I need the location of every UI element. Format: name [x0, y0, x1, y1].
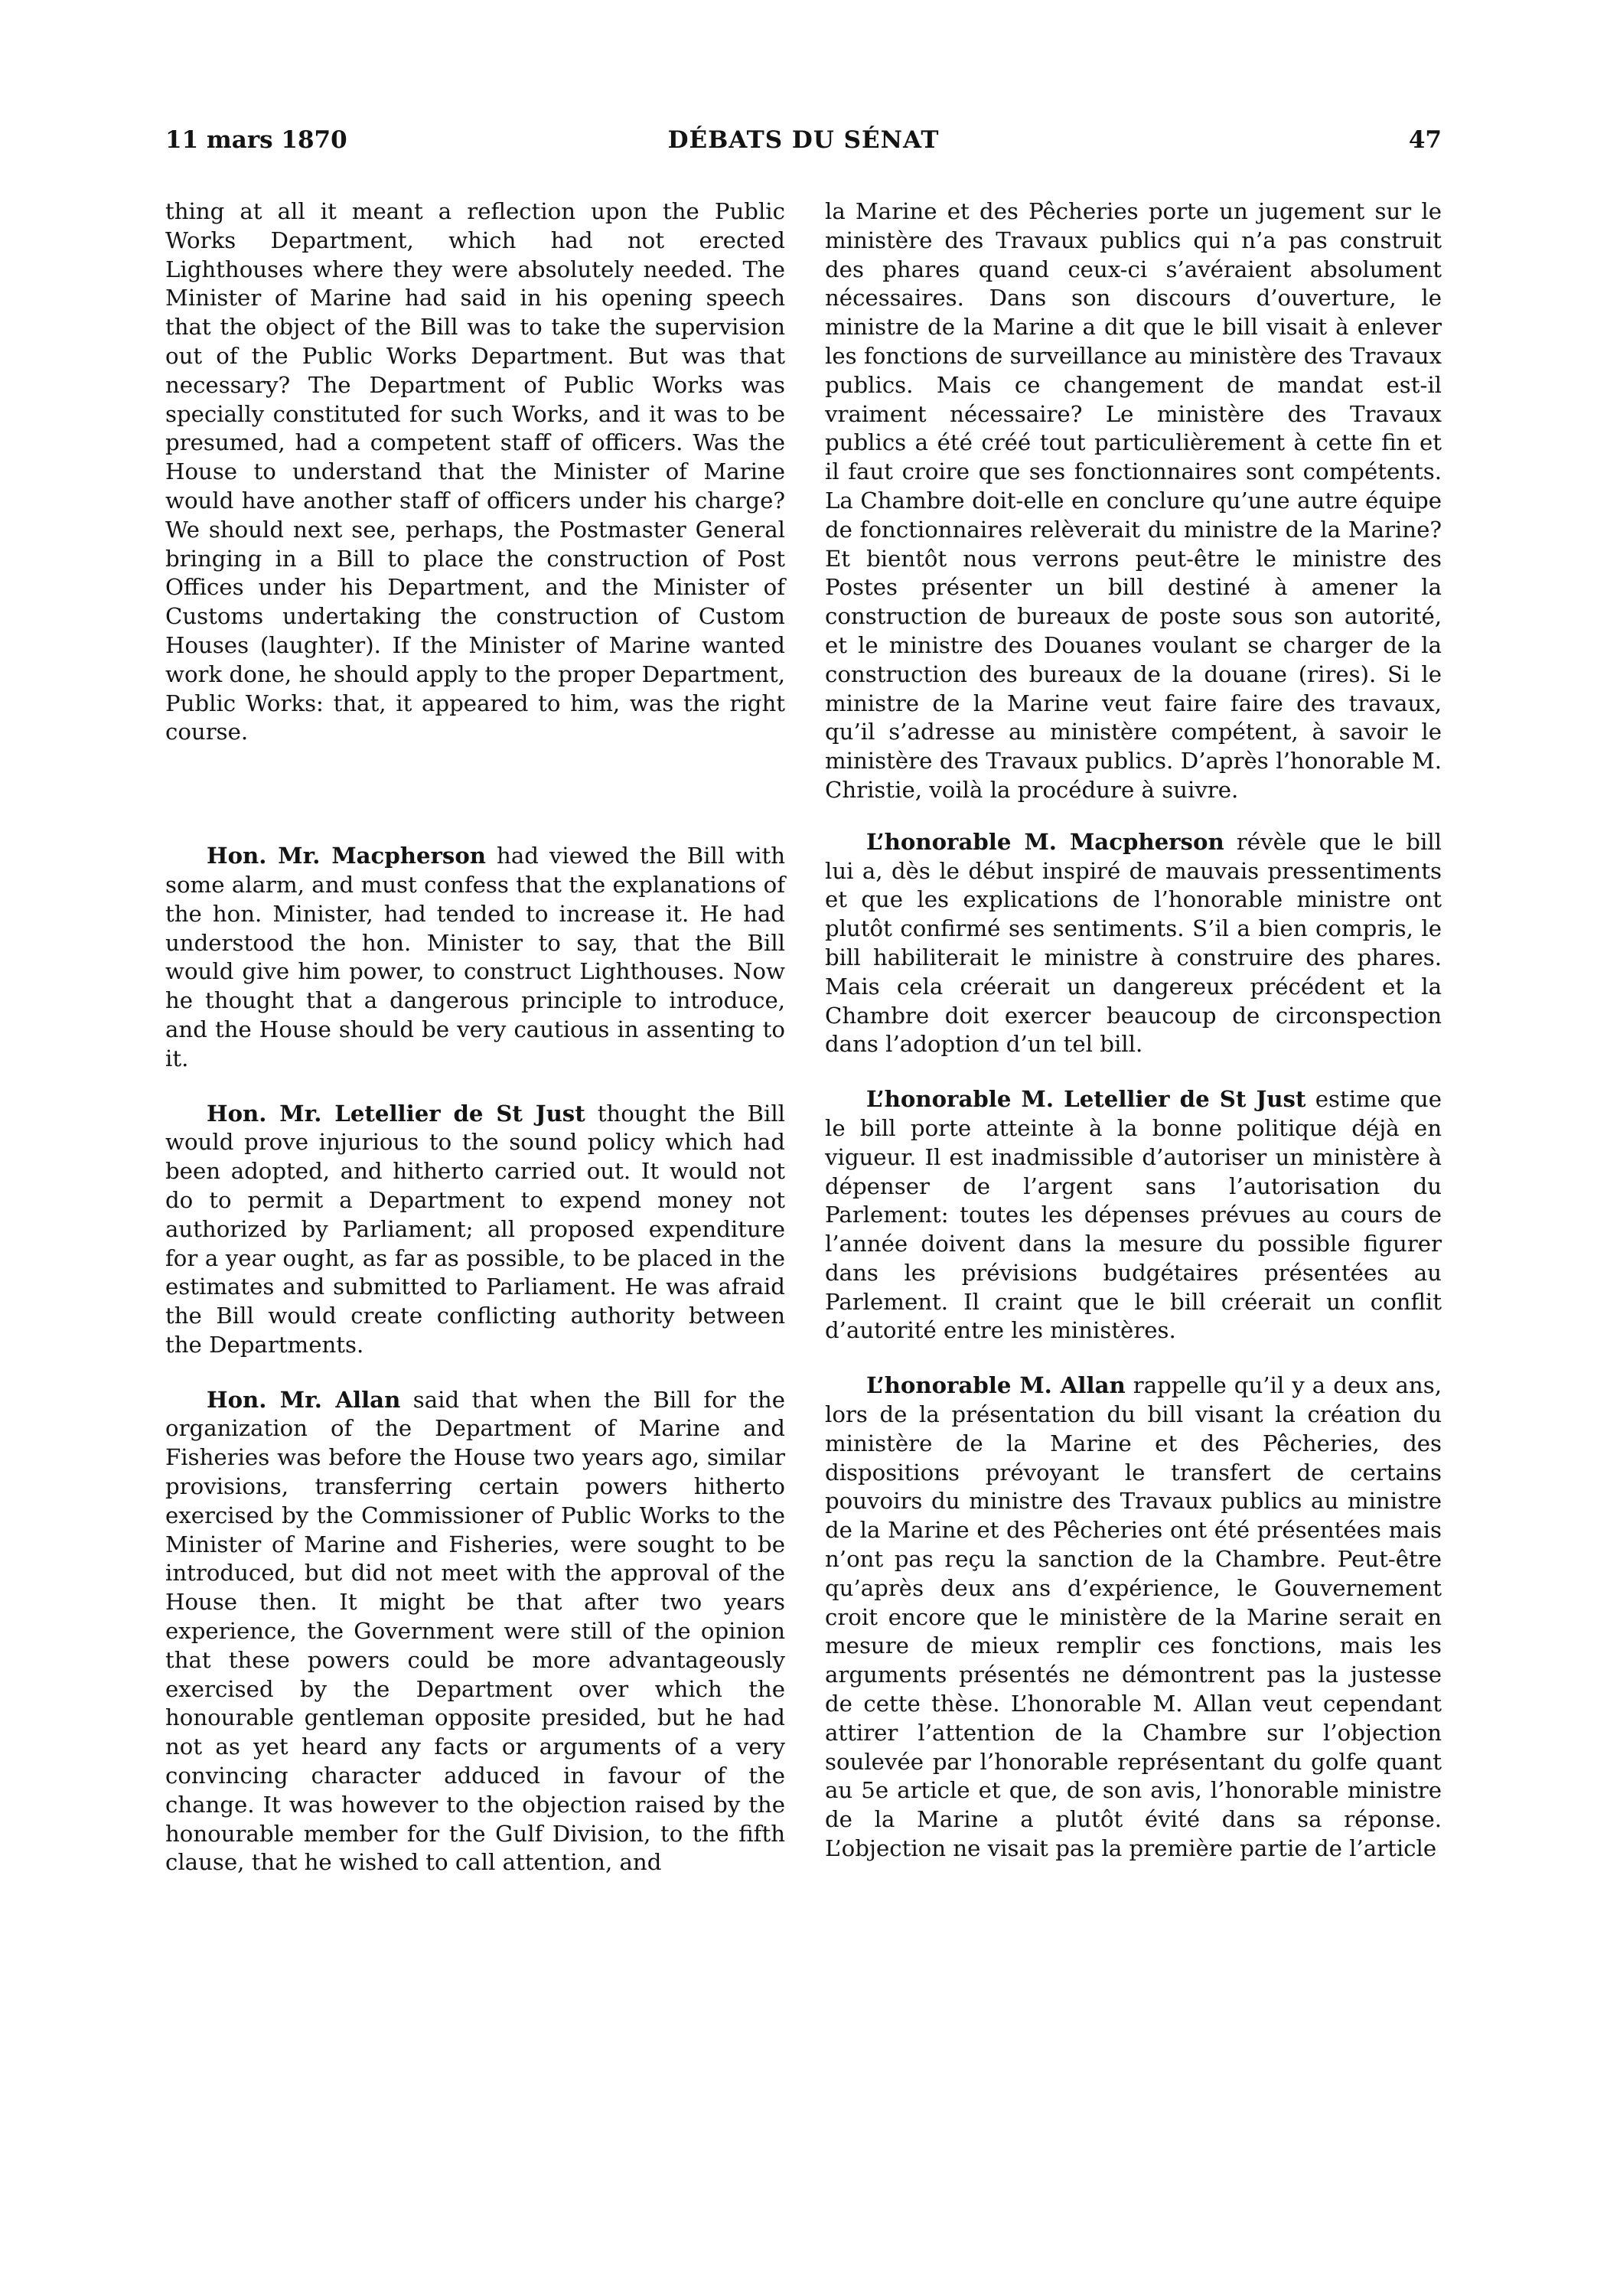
paragraph — [165, 1100, 785, 1360]
english-column — [165, 197, 785, 1877]
paragraph — [825, 1085, 1442, 1345]
page-number: 47 — [1408, 126, 1442, 154]
header-title: DÉBATS DU SÉNAT — [667, 126, 940, 154]
paragraph — [165, 842, 785, 1073]
paragraph-text: révèle que le bill lui a, dès le début inspiré de mauvais pressentiments et que les explications de l’honorable ministre ont plutôt confirmé ses sentiments. S’il a bien compris, le bill habiliterait le ministre à construire des phares. Mais cela créerait un dangereux précédent et la Chambre doit exercer beaucoup de circonspection dans l’adoption d’un tel bill. — [825, 828, 1442, 1058]
paragraph-text: thought the Bill would prove injurious to the sound policy which had been adopted, and hitherto carried out. It would not do to permit a Department to expend money not authorized by Parliament; all proposed expenditure for a year ought, as far as possible, to be placed in the estimates and submitted to Parliament. He was afraid the Bill would create conflicting authority between the Departments. — [165, 1100, 785, 1358]
paragraph — [825, 197, 1442, 805]
speaker-name: L’honorable M. Allan — [866, 1372, 1126, 1399]
speaker-name: L’honorable M. Letellier de St Just — [866, 1086, 1306, 1113]
running-header — [165, 126, 1442, 166]
paragraph-text: said that when the Bill for the organization of the Department of Marine and Fisheries was before the House two years ago, similar provisions, transferring certain powers hitherto exercised by the Commissioner of Public Works to the Minister of Marine and Fisheries, were sought to be introduced, but did not meet with the approval of the House then. It might be that after two years experience, the Government were still of the opinion that these powers could be more advantageously exercised by the Department over which the honourable gentleman opposite presided, but he had not as yet heard any facts or arguments of a very convincing character adduced in favour of the change. It was however to the objection raised by the honourable member for the Gulf Division, to the fifth clause, that he wished to call attention, and — [165, 1386, 785, 1876]
paragraph — [825, 828, 1442, 1059]
speaker-name: Hon. Mr. Allan — [207, 1386, 401, 1413]
paragraph — [165, 1386, 785, 1878]
speaker-name: L’honorable M. Macpherson — [866, 828, 1224, 855]
french-column — [825, 197, 1442, 1864]
paragraph-text: estime que le bill porte atteinte à la bonne politique déjà en vigueur. Il est inadmissible d’autoriser un ministère à dépenser de l’argent sans l’autorisation du Parlement: toutes les dépenses prévues au cours de l’année doivent dans la mesure du possible figurer dans les prévisions budgétaires présentées au Parlement. Il craint que le bill créerait un conflit d’autorité entre les ministères. — [825, 1086, 1442, 1344]
paragraph-text: had viewed the Bill with some alarm, and must confess that the explanations of the hon. Minister, had tended to increase it. He had understood the hon. Minister to say, that the Bill would give him power, to construct Lighthouses. Now he thought that a dangerous principle to introduce, and the House should be very cautious in assenting to it. — [165, 843, 785, 1071]
paragraph — [825, 1371, 1442, 1864]
paragraph-text: thing at all it meant a reflection upon the Public Works Department, which had not erected Lighthouses where they were absolutely needed. The Minister of Marine had said in his opening speech that the object of the Bill was to take the supervision out of the Public Works Department. But was that necessary? The Department of Public Works was specially constituted for such Works, and it was to be presumed, had a competent staff of officers. Was the House to understand that the Minister of Marine would have another staff of officers under his charge? We should next see, perhaps, the Postmaster General bringing in a Bill to place the construction of Post Offices under his Department, and the Minister of Customs undertaking the construction of Custom Houses (laughter). If the Minister of Marine wanted work done, he should apply to the proper Department, Public Works: that, it appeared to him, was the right course. — [165, 198, 785, 745]
header-date: 11 mars 1870 — [165, 126, 347, 154]
speaker-name: Hon. Mr. Macpherson — [207, 843, 487, 869]
paragraph-text: la Marine et des Pêcheries porte un jugement sur le ministère des Travaux publics qui n’a pas construit des phares quand ceux-ci s’avéraient absolument nécessaires. Dans son discours d’ouverture, le ministre de la Marine a dit que le bill visait à enlever les fonctions de surveillance au ministère des Travaux publics. Mais ce changement de mandat est-il vraiment nécessaire? Le ministère des Travaux publics a été créé tout particulièrement à cette fin et il faut croire que ses fonctionnaires sont compétents. La Chambre doit-elle en conclure qu’une autre équipe de fonctionnaires relèverait du ministre de la Marine? Et bientôt nous verrons peut-être le ministre des Postes présenter un bill destiné à amener la construction de bureaux de poste sous son autorité, et le ministre des Douanes voulant se charger de la construction des bureaux de la douane (rires). Si le ministre de la Marine veut faire faire des travaux, qu’il s’adresse au ministère compétent, à savoir le ministère des Travaux publics. D’après l’honorable M. Christie, voilà la procédure à suivre. — [825, 198, 1442, 803]
paragraph — [165, 197, 785, 747]
speaker-name: Hon. Mr. Letellier de St Just — [207, 1100, 585, 1127]
paragraph-text: rappelle qu’il y a deux ans, lors de la présentation du bill visant la création du ministère de la Marine et des Pêcheries, des dispositions prévoyant le transfert de certains pouvoirs du ministre des Travaux publics au ministre de la Marine et des Pêcheries ont été présentées mais n’ont pas reçu la sanction de la Chambre. Peut-être qu’après deux ans d’expérience, le Gouvernement croit encore que le ministère de la Marine serait en mesure de mieux remplir ces fonctions, mais les arguments présentés ne démontrent pas la justesse de cette thèse. L’honorable M. Allan veut cependant attirer l’attention de la Chambre sur l’objection soulevée par l’honorable représentant du golfe quant au 5e article et que, de son avis, l’honorable ministre de la Marine a plutôt évité dans sa réponse. L’objection ne visait pas la première partie de l’article — [825, 1372, 1442, 1862]
